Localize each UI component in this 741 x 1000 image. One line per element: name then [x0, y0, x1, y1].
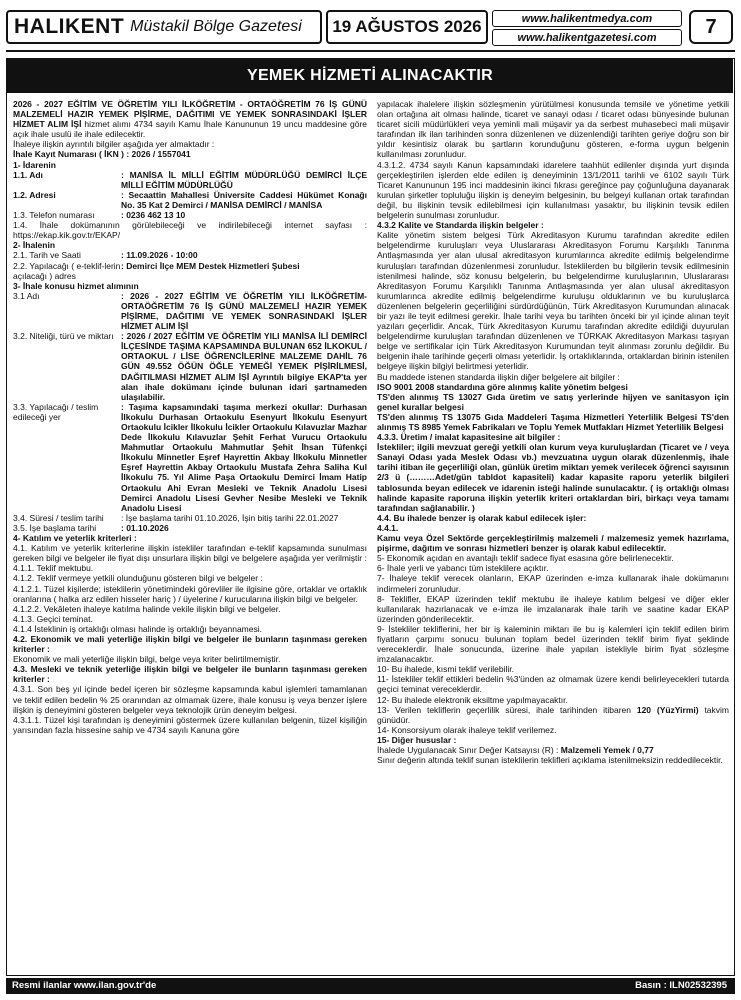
item-10: 10- Bu ihalede, kısmi teklif verilebilir. [377, 664, 515, 675]
para-4-1-4: 4.1.4 İsteklinin iş ortaklığı olması halinde iş ortaklığı beyannamesi. [13, 623, 262, 634]
row-1-1 [13, 170, 367, 190]
section-3-heading: 3- İhale konusu hizmet alımının [13, 280, 139, 291]
para-4-2: Ekonomik ve mali yeterliğe ilişkin bilgi, belge veya kriter belirtilmemiştir. [13, 654, 281, 665]
para-4-1-2: 4.1.2. Teklif vermeye yetkili olunduğunu gösteren bilgi ve belgeler : [13, 573, 263, 584]
section-2-heading: 2- İhalenin [13, 240, 56, 251]
item-15-heading: 15- Diğer hususlar : [377, 734, 457, 745]
row-3-2 [13, 331, 367, 402]
item-11: 11- İstekliler teklif ettikleri bedelin %3'ünden az olmamak üzere kendi belirleyecekleri tutarda geçici teminat vereceklerdir. [377, 674, 729, 695]
row-1-4: 1.4. İhale dokümanının görülebileceği ve indirilebileceği internet sayfası : https://ekap.kik.gov.tr/EKAP/ [13, 220, 367, 241]
para-4-1-3: 4.1.3. Geçici teminat. [13, 613, 93, 624]
section-4-heading: 4- Katılım ve yeterlik kriterleri : [13, 533, 137, 544]
row-1-2 [13, 190, 367, 210]
footer-right: Basın : ILN02532395 [635, 980, 727, 991]
row-2-1 [13, 250, 367, 260]
ikn-line: İhale Kayıt Numarası ( İKN ) : 2026 / 1557041 [13, 149, 191, 160]
para-4-4-1: Kamu veya Özel Sektörde gerçekleştirilmiş malzemeli / malzemesiz yemek hazırlama, pişirme, dağıtım ve sonrası hizmetleri benzer iş olarak kabul edilecektir. [377, 533, 729, 554]
row-value: : 11.09.2026 - 10:00 [121, 250, 198, 261]
row-3-1 [13, 291, 367, 331]
intro-paragraph [13, 99, 367, 139]
announcement-frame [6, 58, 735, 976]
para-4-3-3-heading: 4.3.3. Üretim / imalat kapasitesine ait bilgiler : [377, 432, 561, 443]
row-key: 1.3. Telefon numarası [13, 210, 95, 221]
para-4-1-2-1: 4.1.2.1. Tüzel kişilerde; isteklilerin yönetimindeki görevliler ile ilgisine göre, ortaklar ve ortaklık oranlarına ( halka arz edilen hisseler hariç ) / üyelerine / kurucularına ilişkin bilgi ve belgeler. [13, 583, 367, 604]
footer-left: Resmi ilanlar www.ilan.gov.tr'de [12, 980, 157, 991]
para-4-1: 4.1. Katılım ve yeterlik kriterlerine ilişkin istekliler tarafından e-teklif kapsamında sunulması gereken bilgi ve belgeler ile fiyat dışı unsurlara ilişkin bilgi ve belgelere aşağıda yer verilmiştir : [13, 543, 367, 564]
para-4-3-2: Kalite yönetim sistem belgesi Türk Akreditasyon Kurumu tarafından akredite edilen belgelendirme kuruluşları veya Uluslararası Akreditasyon Forumu Karşılıklı Tanınma Antlaşmasında yer alan ulusal akreditasyon kurumlarınca akredite edilmiş belgelendirme kuruluşları tarafından düzenlenmesi zorunludur. İsteklilerden bu bilgilerin tevsik edilmesinin istenilmesi halinde, söz konusu belgelerin, bu belgelendirme kuruluşlarının, Uluslararası Akreditasyon Forumu Karşılıklı Tanınma Antlaşmasında yer alan ulusal akreditasyon kurumlarınca akredite edilmiş belgelendirme kuruluşu olduklarının ve bu kuruluşlarca düzenlenen belgelerin geçerliliğini sürdürdüğünün, Türk Akreditasyon Kurumundan alınacak bir yazı ile teyit edilmesi gerekir. İhale tarihi veya bu tarihten önceki bir yıl içinde alınan teyit yazıları geçerlidir. Ancak, Türk Akreditasyon Kurumu tarafından akredite edildiği duyurulan belgelendirme kuruluşları tarafından düzenlenen ve TÜRKAK Akreditasyon Markası taşıyan belge ve sertifikalar için Türk Akreditasyon Kurumundan teyit alınması zorunlu değildir. Bu belgenin ihale tarihinde geçerli olması yeterlidir. İş ortaklıklarında, ortaklardan birinin istenilen belgeye ilişkin bilgiyi belirtmesi yeterlidir. [377, 230, 729, 372]
row-key: 1.2. Adresi [13, 189, 56, 200]
item-15-a-bold: Malzemeli Yemek / 0,77 [560, 745, 654, 755]
row-3-3 [13, 402, 367, 513]
newspaper-name: HALIKENT [14, 15, 125, 38]
row-key: 1.1. Adı [13, 169, 43, 180]
para-continued: yapılacak ihalelere ilişkin sözleşmenin yürütülmesi konusunda temsile ve yönetime yetkili olan ortağına ait olması halinde, ticaret ve sanayi odası / ticaret odası bünyesinde bulunan ticaret sicili müdürlükleri veya yeminli mali müşavir ya da serbest muhasebeci mali müşavir tarafından ilk ilan tarihinden sonra düzenlenen ve düzenlendiği tarihten geriye doğru son bir yıldır kesintisiz olarak bu şartların korunduğunu gösteren, e-forma uygun belgenin kullanılması zorunludur. [377, 99, 729, 160]
para-4-3-2-heading: 4.3.2 Kalite ve Standarda ilişkin belgeler : [377, 220, 544, 231]
row-key: 3.5. İşe başlama tarihi [13, 522, 97, 533]
item-12: 12- Bu ihalede elektronik eksiltme yapılmayacaktır. [377, 694, 568, 705]
para-4-4-1-label: 4.4.1. [377, 522, 399, 533]
masthead [6, 6, 735, 52]
row-key: 3.2. Niteliği, türü ve miktarı [13, 331, 114, 342]
website-link-2[interactable]: www.halikentgazetesi.com [492, 29, 682, 46]
row-value: : Taşıma kapsamındaki taşıma merkezi okullar: Durhasan İlkokulu Durhasan Ortaokulu Esenyurt İlkokulu Esenyurt Ortaokulu İcikler İlkokulu İcikler Ortaokulu Kılavuzlar Mazhar Dede İlkokulu Kılavuzlar Şehit Ferhat Vurucu Ortaokulu Mahmutlar Ortaokulu Mahmutlar Şehit İhsan Tüfenkçi İlkokulu Minnetler Eşref Hayrettin Akbay İlkokulu Minnetler Eşref Hayrettin Akbay Ortaokulu Mustafa Zehra Saliha Kul İlkokulu 75. Yıl Alime Paşa Ortaokulu Demirci İmam Hatip Ortaokulu Ahi Evran Mesleki ve Teknik Anadolu Lisesi Demirci Anadolu Lisesi Gevher Nesibe Mesleki ve Teknik Anadolu Lisesi [121, 401, 367, 513]
ts-13075-cert: TS'den alınmış TS 13075 Gıda Maddeleri Taşıma Hizmetleri Yeterlilik Belgesi TS'den alınmış TS 8985 Yemek Fabrikaları ve Toplu Yemek Mutfakları Hizmet Yeterlilik Belgesi [377, 411, 729, 432]
issue-date: 19 AĞUSTOS 2026 [326, 10, 488, 44]
item-5: 5- Ekonomik açıdan en avantajlı teklif sadece fiyat esasına göre belirlenecektir. [377, 553, 674, 564]
row-value: : Demirci İlçe MEM Destek Hizmetleri Şubesi [121, 260, 300, 271]
para-4-1-2-2: 4.1.2.2. Vekâleten ihaleye katılma halinde vekile ilişkin bilgi ve belgeler. [13, 603, 281, 614]
item-7: 7- İhaleye teklif verecek olanların, EKAP üzerinden e-imza kullanarak ihale dokümanını indirmeleri zorunludur. [377, 573, 729, 594]
item-15-c: Sınır değerin altında teklif sunan isteklilerin teklifleri açıklama istenilmeksizin reddedilecektir. [377, 755, 723, 766]
row-key: 3.3. Yapılacağı / teslim edileceği yer [13, 401, 99, 422]
right-column [377, 99, 729, 765]
intro-bold: 2026 - 2027 EĞİTİM VE ÖĞRETİM YILI İLKÖĞRETİM - ORTAÖĞRETİM 76 İŞ GÜNÜ MALZEMELİ HAZIR YEMEK PİŞİRME, DAĞITIMI VE YEMEK SONRASINDAKİ İŞLER HİZMET ALIM İŞİ [13, 99, 367, 130]
website-link-1[interactable]: www.halikentmedya.com [492, 10, 682, 27]
announcement-title: YEMEK HİZMETİ ALINACAKTIR [7, 59, 733, 93]
row-value: : Secaattin Mahallesi Üniversite Caddesi Hükümet Konağı No. 35 Kat 2 Demirci / MANİSA DEMİRCİ / MANİSA [121, 189, 367, 210]
row-key: 2.2. Yapılacağı ( e-teklif-lerin açılacağı ) adres [13, 260, 121, 281]
para-4-1-1: 4.1.1. Teklif mektubu. [13, 563, 94, 574]
newspaper-name-box [6, 10, 322, 44]
row-value: : MANİSA İL MİLLİ EĞİTİM MÜDÜRLÜĞÜ DEMİRCİ İLÇE MİLLİ EĞİTİM MÜDÜRLÜĞÜ [121, 169, 367, 190]
row-3-5 [13, 523, 367, 533]
item-6: 6- İhale yerli ve yabancı tüm isteklilere açıktır. [377, 563, 549, 574]
para-4-3-1-1: 4.3.1.1. Tüzel kişi tarafından iş deneyimini göstermek üzere kullanılan belgenin, tüzel kişiliğin yarısından fazla hissesine sahip ve 4734 sayılı Kanuna göre [13, 714, 367, 735]
item-13 [377, 705, 729, 725]
row-value: : 2026 - 2027 EĞİTİM VE ÖĞRETİM YILI İLKÖĞRETİM-ORTAÖĞRETİM 76 İŞ GÜNÜ MALZEMELİ HAZIR YEMEK PİŞİRME, DAĞITIMI VE YEMEK SONRASINDAKİ İŞLER HİZMET ALIM İŞİ [121, 290, 367, 332]
row-key: 2.1. Tarih ve Saati [13, 250, 81, 261]
page-number: 7 [689, 10, 733, 44]
newspaper-page [6, 6, 735, 994]
para-4-3-3: İstekliler; ilgili mevzuat gereği yetkili olan kurum veya kuruluşlardan (Ticaret ve / veya Sanayi Odası yada Meslek Odası vb.) mevzuatına uygun olarak düzenlenmiş, ihale tarihi itiban ile geçerliliği olan, günlük üretim miktarı yemek verilecek öğrenci sayısının 2/3 ü (………Adet/gün tabldot kapasiteli) kadar kapasite raporu yeterlik bilgileri tablosunda beyan edilecek ve idarenin isteği halinde sunulacaktır. ( iş ortaklığı olması halinde kapasite raporuna ilişkin yeterlik kriteri ortaklardan biri, birkaçı veya tamamı tarafından sağlanabilir. ) [377, 442, 729, 513]
item-14: 14- Konsorsiyum olarak ihaleye teklif verilemez. [377, 724, 557, 735]
row-key: 3.4. Süresi / teslim tarihi [13, 512, 104, 523]
website-box [492, 10, 682, 44]
item-13-a: 13- Verilen tekliflerin geçerlilik süresi, ihale tarihinden itibaren [377, 704, 637, 715]
row-value: : 2026 / 2027 EĞİTİM VE ÖĞRETİM YILI MANİSA İLİ DEMİRCİ İLÇESİNDE TAŞIMA KAPSAMINDA BULUNAN 652 İLKOKUL / ORTAOKUL / LİSE ÖĞRENCİLERİNE MALZEME DAHİL 76 GÜN 49.552 ÖĞÜN ÖĞLE YEMEĞİ YEMEK PİŞİRİLMESİ, DAĞITILMASI HİZMET ALIM İŞİ Ayrıntılı bilgiye EKAP'ta yer alan ihale dokümanı içinde bulunan idari şartnameden ulaşılabilir. [121, 331, 367, 402]
item-8: 8- Teklifler, EKAP üzerinden teklif mektubu ile ihaleye katılım belgesi ve diğer ekler kullanılarak hazırlanacak ve e-imza ile imzalanarak ihale tarih ve saatine kadar EKAP üzerinden gönderilecektir. [377, 593, 729, 624]
para-4-3-1-2: 4.3.1.2. 4734 sayılı Kanun kapsamındaki idarelere taahhüt edilenler dışında yurt dışında gerçekleştirilen işlerden elde edilen iş deneyiminin 13/1/2011 tarihli ve 6102 sayılı Türk Ticaret Kanununun 195 inci maddesinin ikinci fıkrası gereğince pay çoğunluğuna dayanarak kurulan şirketler topluluğu ilişkin iş deneyim belgesinin, bu belgeyi kullanan ortak tarafından değil, bu ilişkinin tevsik edilebilmesi için kullanılması yasaktır, bu ilişkinin tevsik edilen belgelerin sunulması zorunludur. [377, 159, 729, 221]
iso-cert: ISO 9001 2008 standardına göre alınmış kalite yönetim belgesi [377, 381, 628, 392]
row-key: 3.1 Adı [13, 290, 40, 301]
item-13-b: 120 (YüzYirmi) [636, 704, 699, 715]
masthead-rule [6, 50, 735, 52]
para-4-4-heading: 4.4. Bu ihalede benzer iş olarak kabul edilecek işler: [377, 512, 587, 523]
row-2-2 [13, 261, 367, 281]
item-13-c: takvim günüdür. [377, 704, 729, 725]
para-4-3-heading: 4.3. Mesleki ve teknik yeterliğe ilişkin bilgi ve belgeler ile bunların taşınması gereken kriterler : [13, 664, 367, 685]
row-value: : İşe başlama tarihi 01.10.2026, İşin bitiş tarihi 22.01.2027 [121, 512, 339, 523]
newspaper-subtitle: Müstakil Bölge Gazetesi [130, 18, 302, 35]
row-1-3 [13, 210, 367, 220]
item-15-a [377, 745, 729, 755]
item-9: 9- İstekliler tekliflerini, her bir iş kaleminin miktarı ile bu iş kalemleri için teklif edilen birim fiyatların çarpımı sonucu bulunan toplam bedel üzerinden teklif birim fiyat şeklinde vereceklerdir. İhale sonucunda, üzerine ihale yapılan istekliyle birim fiyat sözleşme imzalanacaktır. [377, 623, 729, 665]
ts-13027-cert: TS'den alınmış TS 13027 Gıda üretim ve satış yerlerinde hijyen ve sanitasyon için genel kurallar belgesi [377, 391, 729, 412]
intro-line-2: İhaleye ilişkin ayrıntılı bilgiler aşağıda yer almaktadır : [13, 139, 215, 150]
row-3-4 [13, 513, 367, 523]
left-column [13, 99, 367, 735]
row-value: : 0236 462 13 10 [121, 210, 186, 221]
intro-rest: hizmet alımı 4734 sayılı Kamu İhale Kanununun 19 uncu maddesine göre açık ihale usulü ile ihale edilecektir. [13, 119, 367, 140]
para-4-3-1: 4.3.1. Son beş yıl içinde bedel içeren bir sözleşme kapsamında kabul işlemleri tamamlanan ve teklif edilen bedelin % 25 oranından az olmamak üzere, ihale konusu iş veya benzer işlere ilişkin iş deneyimini gösteren belgeler veya teknolojik ürün deneyim belgesi. [13, 684, 367, 715]
para-4-3-2-c: Bu maddede istenen standarda ilişkin diğer belgelere ait bilgiler : [377, 371, 620, 382]
footer-bar [6, 978, 735, 994]
section-1-heading: 1- İdarenin [13, 159, 56, 170]
para-4-2-heading: 4.2. Ekonomik ve mali yeterliğe ilişkin bilgi ve belgeler ile bunların taşınması gereken kriterler : [13, 633, 367, 655]
row-value: : 01.10.2026 [121, 522, 169, 533]
item-15-a-text: İhalede Uygulanacak Sınır Değer Katsayısı (R) : [377, 745, 561, 755]
